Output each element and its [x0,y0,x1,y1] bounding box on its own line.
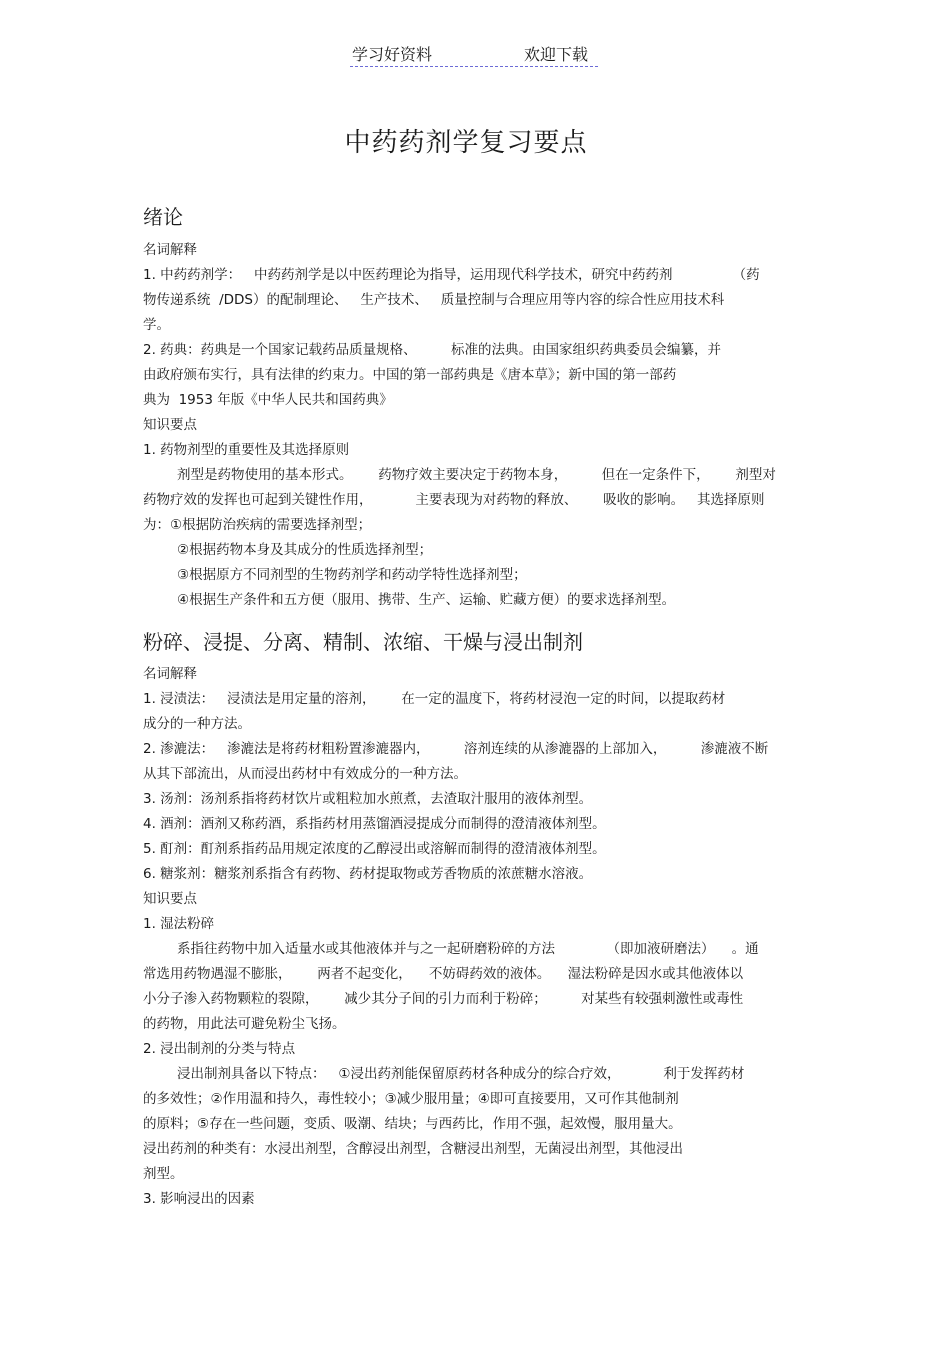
text-line: 系指往药物中加入适量水或其他液体并与之一起研磨粉碎的方法 （即加液研磨法） 。通 [177,941,759,957]
page-header [350,40,598,67]
text-line: 的药物，用此法可避免粉尘飞扬。 [143,1016,346,1032]
text-line: 2. 浸出制剂的分类与特点 [143,1041,296,1057]
text-line: 常选用药物遇湿不膨胀， 两者不起变化， 不妨碍药效的液体。 湿法粉碎是因水或其他液体以 [143,966,744,982]
text-line: 为：①根据防治疾病的需要选择剂型； [143,517,372,533]
text-line: 1. 药物剂型的重要性及其选择原则 [143,442,350,458]
text-line: 3. 汤剂：汤剂系指将药材饮片或粗粒加水煎煮，去渣取汁服用的液体剂型。 [143,791,593,807]
subheading-key-points: 知识要点 [143,891,197,907]
text-line: 的原料；⑤存在一些问题，变质、吸潮、结块；与西药比，作用不强，起效慢，服用量大。 [143,1116,682,1132]
text-line: 2. 渗漉法： 渗漉法是将药材粗粉置渗漉器内， 溶剂连续的从渗漉器的上部加入， 渗漉液不断 [143,741,769,757]
subheading-terms: 名词解释 [143,666,197,682]
text-line: 典为 1953 年版《中华人民共和国药典》 [143,392,393,408]
text-line: 学。 [143,317,170,333]
text-line: 1. 湿法粉碎 [143,916,215,932]
section-heading-extraction: 粉碎、浸提、分离、精制、浓缩、干燥与浸出制剂 [143,630,583,654]
text-line: 5. 酊剂：酊剂系指药品用规定浓度的乙醇浸出或溶解而制得的澄清液体剂型。 [143,841,606,857]
text-line: 由政府颁布实行，具有法律的约束力。中国的第一部药典是《唐本草》；新中国的第一部药 [143,367,677,383]
text-line: 从其下部流出，从而浸出药材中有效成分的一种方法。 [143,766,467,782]
text-line: ④根据生产条件和五方便（服用、携带、生产、运输、贮藏方便）的要求选择剂型。 [177,592,676,608]
section-heading-intro: 绪论 [143,205,183,229]
text-line: ②根据药物本身及其成分的性质选择剂型； [177,542,433,558]
text-line: 2. 药典：药典是一个国家记载药品质量规格、 标准的法典。由国家组织药典委员会编纂，并 [143,342,722,358]
text-line: 1. 浸渍法： 浸渍法是用定量的溶剂， 在一定的温度下，将药材浸泡一定的时间，以提取药材 [143,691,726,707]
text-line: 剂型。 [143,1166,184,1182]
text-line: 浸出制剂具备以下特点： ①浸出药剂能保留原药材各种成分的综合疗效， 利于发挥药材 [177,1066,745,1082]
subheading-key-points: 知识要点 [143,417,197,433]
text-line: 浸出药剂的种类有：水浸出剂型，含醇浸出剂型，含糖浸出剂型，无菌浸出剂型，其他浸出 [143,1141,683,1157]
text-line: 的多效性；②作用温和持久，毒性较小；③减少服用量；④即可直接要用，又可作其他制剂 [143,1091,679,1107]
text-line: 物传递系统 /DDS）的配制理论、 生产技术、 质量控制与合理应用等内容的综合性应用技术科 [143,292,725,308]
text-line: 剂型是药物使用的基本形式。 药物疗效主要决定于药物本身， 但在一定条件下， 剂型对 [177,467,776,483]
text-line: 小分子渗入药物颗粒的裂隙， 减少其分子间的引力而利于粉碎； 对某些有较强刺激性或毒性 [143,991,744,1007]
text-line: 成分的一种方法。 [143,716,251,732]
header-left-text: 学习好资料 [352,45,433,64]
text-line: 6. 糖浆剂：糖浆剂系指含有药物、药材提取物或芳香物质的浓蔗糖水溶液。 [143,866,593,882]
text-line: 1. 中药药剂学： 中药药剂学是以中医药理论为指导，运用现代科学技术，研究中药药剂 （药 [143,267,760,283]
subheading-terms: 名词解释 [143,242,197,258]
text-line: ③根据原方不同剂型的生物药剂学和药动学特性选择剂型； [177,567,527,583]
document-title: 中药药剂学复习要点 [344,128,588,158]
text-line: 药物疗效的发挥也可起到关键性作用， 主要表现为对药物的释放、 吸收的影响。 其选择原则 [143,492,765,508]
header-right-text: 欢迎下载 [524,45,589,64]
text-line: 4. 酒剂：酒剂又称药酒，系指药材用蒸馏酒浸提成分而制得的澄清液体剂型。 [143,816,606,832]
text-line: 3. 影响浸出的因素 [143,1191,255,1207]
